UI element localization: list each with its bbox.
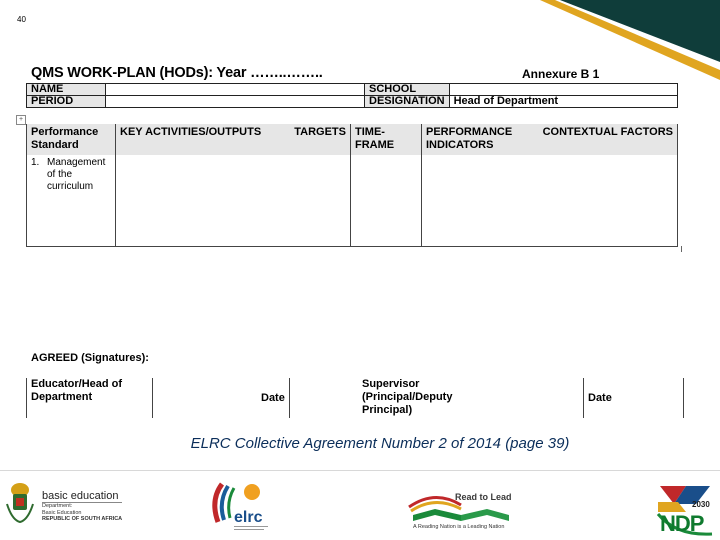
supervisor-label-line3: Principal) xyxy=(362,404,413,416)
elrc-sun-icon xyxy=(244,484,260,500)
row1-number: 1. xyxy=(31,157,40,168)
page-number: 40 xyxy=(17,15,26,24)
period-field[interactable] xyxy=(106,96,365,108)
col-performance-indicators-line1: PERFORMANCE xyxy=(426,126,513,138)
sig-divider xyxy=(152,378,153,418)
row1-key-activities-cell[interactable] xyxy=(116,155,351,247)
row1-time-frame-cell[interactable] xyxy=(351,155,422,247)
work-plan-table xyxy=(26,124,678,247)
col-performance-standard-line1: Performance xyxy=(31,126,99,138)
educator-label xyxy=(31,378,122,418)
coat-of-arms-logo xyxy=(4,480,36,524)
name-field[interactable] xyxy=(106,84,365,96)
page-title: QMS WORK-PLAN (HODs): Year ……..…….. xyxy=(31,65,323,81)
sig-divider xyxy=(683,378,684,418)
elrc-wordmark: elrc xyxy=(234,509,263,526)
department-line3: REPUBLIC OF SOUTH AFRICA xyxy=(42,516,123,522)
name-label: NAME xyxy=(27,84,106,96)
margin-mark xyxy=(681,246,682,252)
educator-label-line2: Department xyxy=(31,391,93,403)
col-time-frame-line2: FRAME xyxy=(355,139,395,151)
ndp-year: 2030 xyxy=(692,500,710,509)
sig-divider xyxy=(26,378,27,418)
caption-text: ELRC Collective Agreement Number 2 of 2014 (page 39) xyxy=(190,435,570,452)
row1-standard-line3: curriculum xyxy=(47,181,94,192)
signature-block xyxy=(26,378,684,418)
row1-standard-cell[interactable] xyxy=(27,155,116,247)
ndp-wordmark: NDP xyxy=(660,511,704,536)
designation-value: Head of Department xyxy=(449,96,677,108)
sig-divider xyxy=(583,378,584,418)
row1-indicators-cell[interactable] xyxy=(422,155,678,247)
supervisor-label-line2: (Principal/Deputy xyxy=(362,391,453,403)
sig-divider xyxy=(289,378,290,418)
col-key-activities-label: KEY ACTIVITIES/OUTPUTS xyxy=(120,126,262,138)
table-move-handle-icon[interactable]: + xyxy=(16,115,26,125)
department-text xyxy=(42,503,122,523)
row1-standard-wrap xyxy=(31,157,111,169)
date2-label: Date xyxy=(588,392,612,404)
info-table xyxy=(26,83,678,108)
school-label: SCHOOL xyxy=(365,84,450,96)
elrc-subline xyxy=(234,529,264,530)
department-line1: Department: xyxy=(42,503,73,509)
signatures-heading: AGREED (Signatures): xyxy=(31,352,149,364)
col-key-activities-wrap xyxy=(120,126,346,139)
col-indicators-wrap xyxy=(426,126,673,139)
elrc-blue-arc-icon xyxy=(222,486,228,520)
col-performance-standard-line2: Standard xyxy=(31,139,79,151)
table-row xyxy=(27,155,678,247)
department-line2: Basic Education xyxy=(42,509,82,516)
designation-label: DESIGNATION xyxy=(365,96,450,108)
supervisor-label xyxy=(362,378,452,418)
read-to-lead-text: Read to Lead xyxy=(455,492,512,502)
col-contextual-factors-label: CONTEXTUAL FACTORS xyxy=(542,126,673,138)
col-targets-label: TARGETS xyxy=(294,126,346,138)
date1-label: Date xyxy=(261,392,285,404)
col-time-frame xyxy=(351,124,422,155)
rtl-book-page-icon xyxy=(461,509,509,521)
col-time-frame-line1: TIME- xyxy=(355,126,385,138)
educator-label-line1: Educator/Head of xyxy=(31,378,123,390)
footer-divider xyxy=(0,470,720,471)
col-key-activities xyxy=(116,124,351,155)
school-field[interactable] xyxy=(449,84,677,96)
row1-standard-line2: of the xyxy=(47,169,73,180)
col-performance-standard xyxy=(27,124,116,155)
basic-education-logo-text: basic education xyxy=(42,490,119,502)
col-performance-indicators xyxy=(422,124,678,155)
rtl-book-icon xyxy=(413,509,461,521)
supervisor-label-line1: Supervisor xyxy=(362,378,420,390)
elrc-subline xyxy=(234,526,268,527)
elrc-logo xyxy=(208,478,273,536)
read-to-lead-tagline: A Reading Nation is a Leading Nation xyxy=(413,524,505,530)
caption xyxy=(0,435,720,452)
col-performance-indicators-line2: INDICATORS xyxy=(426,139,494,151)
work-plan-header-row xyxy=(27,124,678,155)
row1-standard-line1: Management xyxy=(47,157,106,168)
period-label: PERIOD xyxy=(27,96,106,108)
annexure-label: Annexure B 1 xyxy=(522,67,600,81)
crest-center-icon xyxy=(16,498,24,506)
